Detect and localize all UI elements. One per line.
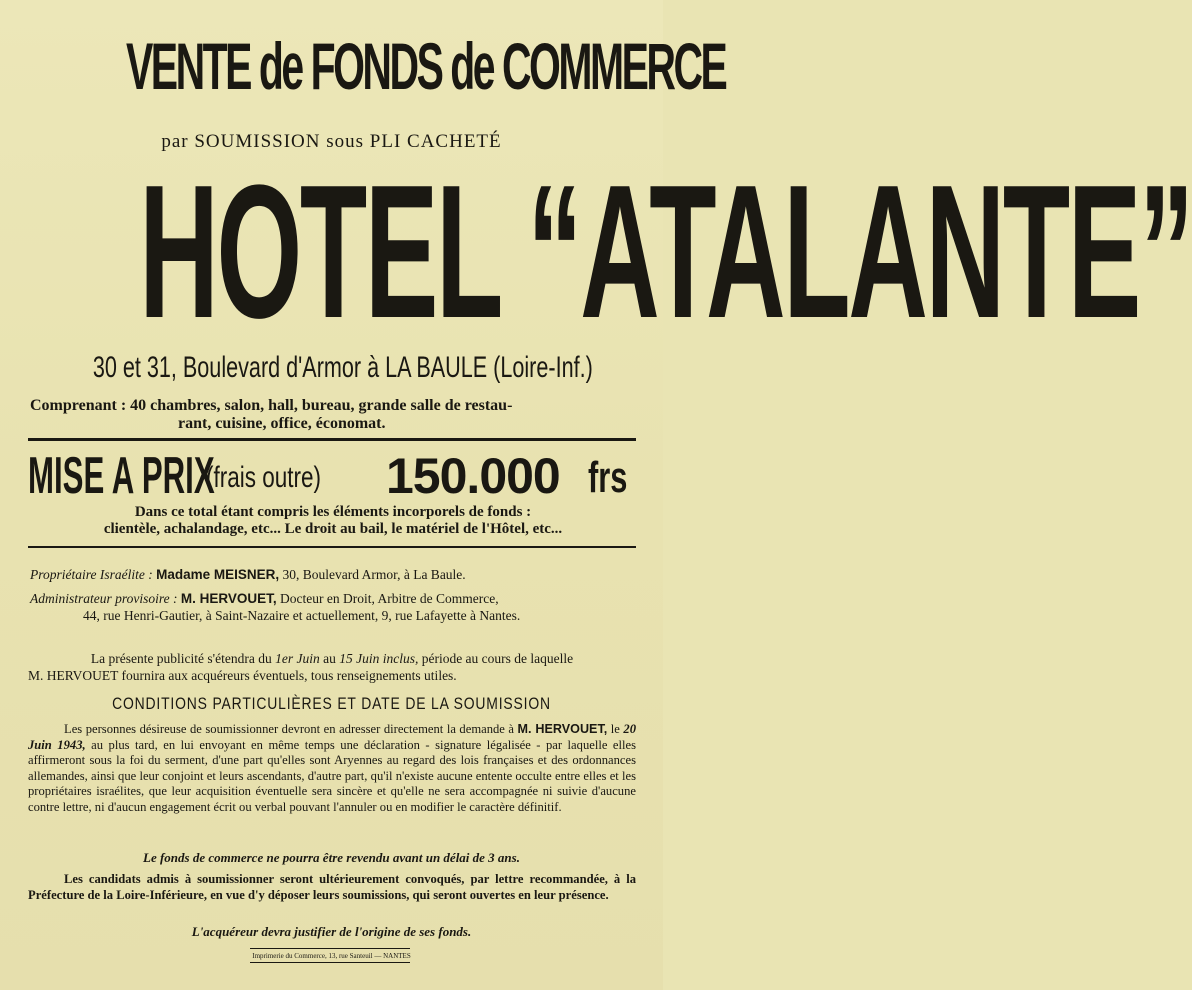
fonds-notice: Le fonds de commerce ne pourra être revendu avant un délai de 3 ans. <box>143 850 520 865</box>
mise-a-prix-label: MISE A PRIX <box>28 447 215 505</box>
publicite-text-3: période au cours de laquelle <box>421 651 574 666</box>
hotel-name: HOTEL “ATALANTE” <box>139 146 1192 358</box>
conditions-text-2: le <box>610 722 620 736</box>
hotel-address: 30 et 31, Boulevard d'Armor à LA BAULE (Loire-Inf.) <box>92 351 593 384</box>
candidats-paragraph: Les candidats admis à soumissionner seront ultérieurement convoqués, par lettre recommandée, à la Préfecture de la Loire-Inférieure, en vue d'y déposer leurs soumissions, qui seront ouvertes en leur présence. <box>28 872 636 902</box>
publicite-date-start: 1er Juin <box>275 651 320 666</box>
divider-top <box>28 438 636 441</box>
proprietaire-line <box>30 566 635 583</box>
publicite-paragraph <box>28 650 636 684</box>
comprenant-line2: rant, cuisine, office, économat. <box>178 415 386 432</box>
footer-rule-bottom <box>250 962 410 963</box>
publicite-text-1: La présente publicité s'étendra du <box>90 651 272 666</box>
administrateur-label: Administrateur provisoire : <box>30 591 178 606</box>
administrateur-title: Docteur en Droit, Arbitre de Commerce, <box>280 591 499 606</box>
acquereur-notice: L'acquéreur devra justifier de l'origine de ses fonds. <box>191 924 472 939</box>
publicite-line2: M. HERVOUET fournira aux acquéreurs éventuels, tous renseignements utiles. <box>28 668 457 683</box>
poster-title: VENTE de FONDS de COMMERCE <box>125 29 726 103</box>
conditions-title: CONDITIONS PARTICULIÈRES ET DATE DE LA SOUMISSION <box>112 694 551 713</box>
dans-ce-total-text <box>28 504 638 538</box>
publicite-date-end: 15 Juin inclus, <box>339 651 419 666</box>
proprietaire-label: Propriétaire Israélite : <box>30 567 153 582</box>
conditions-text-1: Les personnes désireuse de soumissionner devront en adresser directement la demande à <box>64 722 514 736</box>
comprenant-text <box>30 397 635 433</box>
conditions-text-3: au plus tard, en lui envoyant en même temps une déclaration - signature légalisée - par laquelle elles affirmeront sous la foi du serment, d'une part qu'elles sont Aryennes au regard des lois françaises et des ordonnances allemandes, ainsi que leur conjoint et leurs ascendants, d'autre part, qu'il n'existe aucune entente occulte entre elles et les propriétaires israélites, que leur acquisition éventuelle sera sincère et qu'elle ne sera accompagnée ni suivie d'aucune contre lettre, ni d'aucun engagement écrit ou verbal pouvant l'annuler ou en modifier le caractère définitif. <box>28 737 636 814</box>
frais-outre-label: (frais outre) <box>206 461 322 494</box>
price-unit: frs <box>588 453 628 502</box>
poster-subtitle: par SOUMISSION sous PLI CACHETÉ <box>161 131 502 152</box>
divider-middle <box>28 546 636 548</box>
conditions-date: 20 Juin 1943, <box>28 722 636 752</box>
proprietaire-address: 30, Boulevard Armor, à La Baule. <box>282 567 466 582</box>
price-value: 150.000 <box>386 448 560 504</box>
footer-rule-top <box>250 948 410 949</box>
proprietaire-name: Madame MEISNER, <box>156 567 280 582</box>
dans-line2: clientèle, achalandage, etc... Le droit au bail, le matériel de l'Hôtel, etc... <box>103 521 563 537</box>
comprenant-line1: Comprenant : 40 chambres, salon, hall, bureau, grande salle de restau- <box>30 397 513 414</box>
conditions-name: M. HERVOUET, <box>517 722 608 736</box>
dans-line1: Dans ce total étant compris les éléments incorporels de fonds : <box>134 504 532 520</box>
administrateur-name: M. HERVOUET, <box>180 591 277 606</box>
administrateur-address: 44, rue Henri-Gautier, à Saint-Nazaire et actuellement, 9, rue Lafayette à Nantes. <box>83 608 521 623</box>
publicite-text-2: au <box>323 651 336 666</box>
administrateur-block <box>30 590 635 624</box>
printer-credit: Imprimerie du Commerce, 13, rue Santeuil — NANTES <box>252 952 411 960</box>
conditions-paragraph <box>28 722 636 816</box>
mise-a-prix-block <box>28 446 638 506</box>
